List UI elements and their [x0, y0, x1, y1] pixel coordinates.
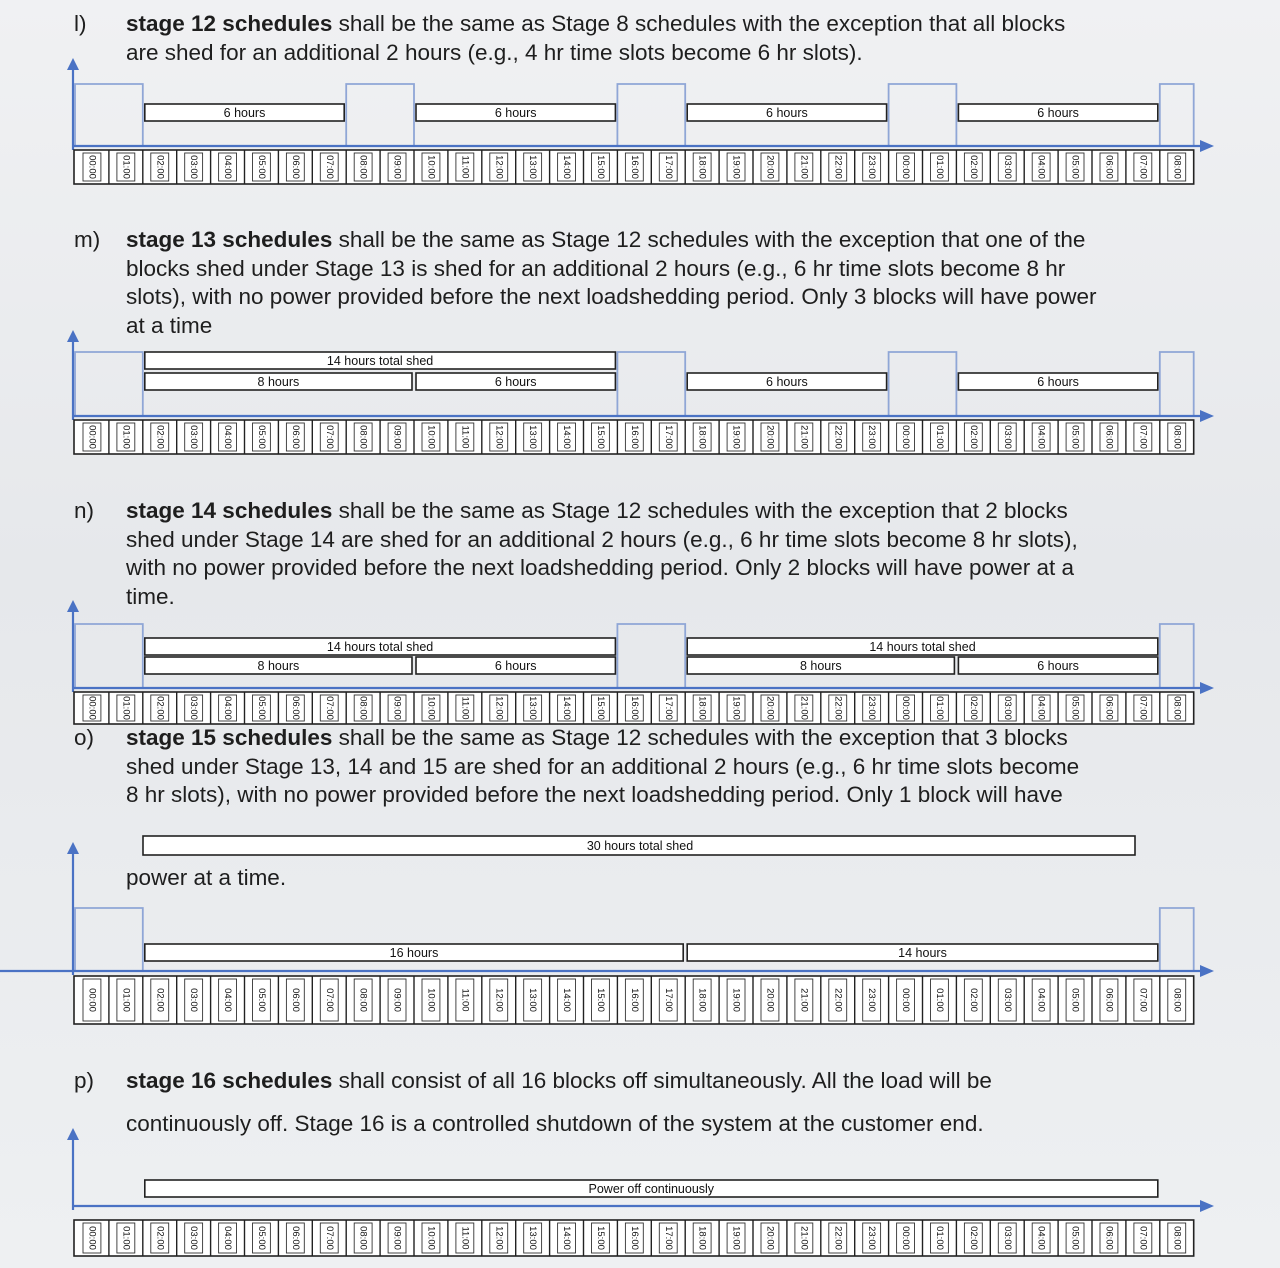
- time-slot-label: 19:00: [730, 988, 742, 1012]
- time-slot-label: 05:00: [1069, 988, 1081, 1012]
- time-slot-label: 10:00: [425, 425, 437, 449]
- time-slot-label: 16:00: [628, 988, 640, 1012]
- stage-heading: stage 16 schedules: [126, 1068, 333, 1093]
- paragraph-text: [126, 497, 1146, 611]
- time-slot-label: 02:00: [154, 155, 166, 179]
- shed-period-label: 14 hours total shed: [869, 640, 976, 654]
- time-slot-label: 04:00: [1035, 1226, 1047, 1250]
- time-slot-label: 23:00: [866, 155, 878, 179]
- paragraph-line: continuously off. Stage 16 is a controlled shutdown of the system at the customer end.: [126, 1111, 984, 1136]
- time-slot-label: 09:00: [391, 988, 403, 1012]
- time-slot-label: 08:00: [357, 696, 369, 720]
- time-slot-label: 16:00: [628, 1226, 640, 1250]
- time-slot-label: 18:00: [696, 155, 708, 179]
- time-slot-label: 06:00: [1103, 155, 1115, 179]
- time-slot-label: 20:00: [764, 696, 776, 720]
- time-slot-label: 08:00: [357, 425, 369, 449]
- time-slot-label: 06:00: [1103, 988, 1115, 1012]
- shed-period-label: 8 hours: [257, 375, 300, 389]
- time-slot-label: 04:00: [222, 425, 234, 449]
- time-slot-label: 04:00: [222, 155, 234, 179]
- shed-period-label: 6 hours: [766, 106, 808, 120]
- item-marker: o): [74, 725, 95, 750]
- paragraph-line: power at a time.: [126, 865, 287, 890]
- time-slot-label: 22:00: [832, 425, 844, 449]
- paragraph-line: 8 hr slots), with no power provided before the next loadshedding period. Only 1 block will have: [126, 782, 1063, 807]
- stage-heading: stage 12 schedules: [126, 11, 333, 36]
- time-slot-label: 21:00: [798, 988, 810, 1012]
- power-on-pulse: [75, 84, 143, 146]
- time-slot-label: 05:00: [255, 425, 267, 449]
- time-slot-label: 04:00: [222, 1226, 234, 1250]
- paragraph-line: at a time: [126, 312, 213, 338]
- item-marker: l): [74, 11, 87, 36]
- vertical-axis-arrowhead: [67, 330, 79, 342]
- time-slot-label: 08:00: [357, 988, 369, 1012]
- item-marker: m): [74, 227, 101, 252]
- shed-period-label: 16 hours: [389, 946, 439, 960]
- time-axis-arrowhead: [1200, 1200, 1214, 1212]
- time-slot-label: 22:00: [832, 988, 844, 1012]
- power-on-pulse: [1160, 84, 1194, 146]
- time-slot-label: 06:00: [289, 425, 301, 449]
- power-on-pulse: [617, 84, 685, 146]
- shed-period-label: 6 hours: [494, 375, 537, 389]
- time-slot-label: 15:00: [594, 425, 606, 449]
- paragraph-line: blocks shed under Stage 13 is shed for an additional 2 hours (e.g., 6 hr time slots become 8 hr: [126, 255, 1066, 281]
- time-slot-label: 13:00: [527, 1226, 539, 1250]
- time-slot-label: 05:00: [1069, 155, 1081, 179]
- time-slot-label: 09:00: [391, 425, 403, 449]
- time-slot-label: 12:00: [493, 1226, 505, 1250]
- time-slot-label: 09:00: [391, 696, 403, 720]
- time-slot-label: 21:00: [798, 425, 810, 449]
- time-slot-label: 12:00: [493, 155, 505, 179]
- time-slot-label: 01:00: [933, 1226, 945, 1250]
- shed-period-label: Power off continuously: [588, 1182, 715, 1196]
- paragraph-line: shall be the same as Stage 12 schedules with the exception that 3 blocks: [332, 725, 1068, 750]
- time-slot-label: 08:00: [1171, 988, 1183, 1012]
- time-slot-label: 07:00: [323, 425, 335, 449]
- vertical-axis-arrowhead: [67, 600, 79, 612]
- time-slot-label: 04:00: [1035, 155, 1047, 179]
- time-slot-label: 13:00: [527, 155, 539, 179]
- shed-period-label: 8 hours: [799, 659, 842, 673]
- time-slot-label: 11:00: [459, 696, 471, 720]
- shed-period-label: 14 hours total shed: [326, 640, 434, 654]
- time-slot-label: 00:00: [900, 988, 912, 1012]
- time-slot-label: 16:00: [628, 696, 640, 720]
- time-slot-label: 21:00: [798, 696, 810, 720]
- time-slot-label: 08:00: [1171, 696, 1183, 720]
- time-slot-label: 00:00: [900, 425, 912, 449]
- time-slot-label: 13:00: [527, 425, 539, 449]
- time-slot-label: 09:00: [391, 1226, 403, 1250]
- time-slot-label: 20:00: [764, 155, 776, 179]
- time-slot-label: 04:00: [1035, 696, 1047, 720]
- time-slot-label: 01:00: [933, 155, 945, 179]
- time-axis-arrowhead: [1200, 410, 1214, 422]
- paragraph-line: shall be the same as Stage 12 schedules with the exception that one of the: [332, 227, 1086, 252]
- time-slot-label: 22:00: [832, 1226, 844, 1250]
- power-on-pulse: [1160, 624, 1194, 688]
- paragraph-line: shall consist of all 16 blocks off simultaneously. All the load will be: [332, 1068, 992, 1093]
- time-slot-label: 14:00: [561, 696, 573, 720]
- time-slot-label: 23:00: [866, 696, 878, 720]
- power-on-pulse: [1160, 352, 1194, 416]
- time-slot-label: 07:00: [1137, 1226, 1149, 1250]
- time-slot-label: 06:00: [1103, 1226, 1115, 1250]
- shed-period-label: 6 hours: [1037, 659, 1079, 673]
- total-shed-label: 30 hours total shed: [586, 839, 694, 853]
- time-slot-label: 03:00: [188, 425, 200, 449]
- time-slot-label: 07:00: [1137, 155, 1149, 179]
- stage-heading: stage 14 schedules: [126, 498, 333, 523]
- time-slot-label: 06:00: [289, 988, 301, 1012]
- time-slot-label: 00:00: [86, 1226, 98, 1250]
- time-slot-label: 14:00: [561, 1226, 573, 1250]
- paragraph-text: [126, 226, 1146, 340]
- time-slot-label: 12:00: [493, 425, 505, 449]
- time-slot-label: 01:00: [120, 696, 132, 720]
- time-slot-label: 00:00: [86, 988, 98, 1012]
- time-slot-label: 07:00: [1137, 425, 1149, 449]
- time-slot-label: 06:00: [1103, 425, 1115, 449]
- time-slot-label: 20:00: [764, 425, 776, 449]
- paragraph-line: shed under Stage 14 are shed for an additional 2 hours (e.g., 6 hr time slots become 8 hr slots),: [126, 526, 1078, 552]
- item-marker: n): [74, 498, 95, 523]
- time-slot-label: 01:00: [933, 696, 945, 720]
- time-slot-label: 10:00: [425, 988, 437, 1012]
- time-slot-label: 02:00: [154, 425, 166, 449]
- time-slot-label: 08:00: [357, 1226, 369, 1250]
- time-slot-label: 15:00: [594, 696, 606, 720]
- time-slot-label: 19:00: [730, 425, 742, 449]
- paragraph-line: shed under Stage 13, 14 and 15 are shed for an additional 2 hours (e.g., 6 hr time slots become: [126, 753, 1080, 779]
- time-slot-label: 06:00: [289, 696, 301, 720]
- vertical-axis-arrowhead: [67, 842, 79, 854]
- time-slot-label: 03:00: [188, 696, 200, 720]
- stage-heading: stage 15 schedules: [126, 725, 333, 750]
- time-slot-label: 07:00: [1137, 988, 1149, 1012]
- time-slot-label: 04:00: [222, 696, 234, 720]
- time-slot-label: 03:00: [188, 988, 200, 1012]
- power-on-pulse: [75, 352, 143, 416]
- time-slot-label: 06:00: [289, 1226, 301, 1250]
- time-slot-label: 03:00: [188, 1226, 200, 1250]
- power-on-pulse: [346, 84, 414, 146]
- time-slot-label: 11:00: [459, 155, 471, 179]
- time-slot-label: 13:00: [527, 988, 539, 1012]
- time-slot-label: 03:00: [1001, 988, 1013, 1012]
- time-slot-label: 20:00: [764, 1226, 776, 1250]
- time-slot-label: 14:00: [561, 425, 573, 449]
- time-slot-label: 04:00: [1035, 425, 1047, 449]
- power-on-pulse: [889, 352, 957, 416]
- paragraph-line: are shed for an additional 2 hours (e.g., 4 hr time slots become 6 hr slots).: [126, 39, 863, 65]
- time-slot-label: 16:00: [628, 155, 640, 179]
- time-slot-label: 01:00: [120, 155, 132, 179]
- shed-period-label: 6 hours: [223, 106, 266, 120]
- time-slot-label: 15:00: [594, 155, 606, 179]
- time-slot-label: 15:00: [594, 1226, 606, 1250]
- time-slot-label: 22:00: [832, 155, 844, 179]
- paragraph-line: time.: [126, 583, 175, 609]
- time-slot-label: 02:00: [154, 1226, 166, 1250]
- time-slot-label: 11:00: [459, 988, 471, 1012]
- time-axis-arrowhead: [1200, 965, 1214, 977]
- time-slot-label: 00:00: [900, 155, 912, 179]
- time-slot-label: 07:00: [323, 1226, 335, 1250]
- time-slot-label: 11:00: [459, 425, 471, 449]
- time-slot-label: 18:00: [696, 696, 708, 720]
- time-slot-label: 17:00: [662, 988, 674, 1012]
- time-slot-label: 05:00: [255, 1226, 267, 1250]
- time-slot-label: 01:00: [933, 425, 945, 449]
- power-on-pulse: [75, 624, 143, 688]
- time-slot-label: 02:00: [154, 696, 166, 720]
- time-slot-label: 14:00: [561, 988, 573, 1012]
- time-slot-label: 08:00: [1171, 155, 1183, 179]
- time-slot-label: 21:00: [798, 155, 810, 179]
- time-slot-label: 06:00: [1103, 696, 1115, 720]
- paragraph-line: with no power provided before the next loadshedding period. Only 2 blocks will have power at a: [126, 555, 1075, 580]
- time-slot-label: 02:00: [967, 696, 979, 720]
- time-axis-arrowhead: [1200, 682, 1214, 694]
- time-slot-label: 02:00: [967, 425, 979, 449]
- time-slot-label: 05:00: [1069, 696, 1081, 720]
- time-slot-label: 07:00: [323, 696, 335, 720]
- time-slot-label: 08:00: [1171, 1226, 1183, 1250]
- time-slot-label: 01:00: [933, 988, 945, 1012]
- time-slot-label: 19:00: [730, 155, 742, 179]
- time-slot-label: 04:00: [222, 988, 234, 1012]
- time-slot-label: 03:00: [188, 155, 200, 179]
- shed-period-label: 6 hours: [1037, 375, 1079, 389]
- vertical-axis-arrowhead: [67, 58, 79, 70]
- time-slot-label: 10:00: [425, 155, 437, 179]
- stage-14-timeline-diagram: [0, 598, 1280, 726]
- time-slot-label: 10:00: [425, 1226, 437, 1250]
- time-slot-label: 23:00: [866, 988, 878, 1012]
- shed-period-label: 14 hours: [898, 946, 947, 960]
- time-slot-label: 02:00: [967, 1226, 979, 1250]
- stage-13-timeline-diagram: [0, 328, 1280, 458]
- time-slot-label: 02:00: [154, 988, 166, 1012]
- time-slot-label: 05:00: [255, 155, 267, 179]
- shed-period-label: 6 hours: [766, 375, 808, 389]
- time-slot-label: 17:00: [662, 155, 674, 179]
- time-slot-label: 18:00: [696, 1226, 708, 1250]
- time-slot-label: 05:00: [1069, 1226, 1081, 1250]
- time-slot-label: 01:00: [120, 425, 132, 449]
- time-slot-label: 18:00: [696, 988, 708, 1012]
- time-slot-label: 17:00: [662, 696, 674, 720]
- time-slot-label: 00:00: [86, 155, 98, 179]
- time-slot-label: 16:00: [628, 425, 640, 449]
- time-slot-label: 00:00: [86, 696, 98, 720]
- time-slot-label: 07:00: [323, 988, 335, 1012]
- time-slot-label: 13:00: [527, 696, 539, 720]
- vertical-axis-arrowhead: [67, 1128, 79, 1140]
- time-slot-label: 10:00: [425, 696, 437, 720]
- paragraph-line: shall be the same as Stage 12 schedules with the exception that 2 blocks: [332, 498, 1068, 523]
- time-slot-label: 17:00: [662, 425, 674, 449]
- time-slot-label: 01:00: [120, 988, 132, 1012]
- time-slot-label: 19:00: [730, 696, 742, 720]
- time-slot-label: 18:00: [696, 425, 708, 449]
- time-slot-label: 14:00: [561, 155, 573, 179]
- time-slot-label: 06:00: [289, 155, 301, 179]
- time-slot-label: 01:00: [120, 1226, 132, 1250]
- time-slot-label: 03:00: [1001, 696, 1013, 720]
- power-on-pulse: [617, 352, 685, 416]
- time-slot-label: 07:00: [1137, 696, 1149, 720]
- paragraph-text: [126, 724, 1146, 810]
- stage-heading: stage 13 schedules: [126, 227, 333, 252]
- time-slot-label: 22:00: [832, 696, 844, 720]
- time-slot-label: 08:00: [357, 155, 369, 179]
- time-slot-label: 08:00: [1171, 425, 1183, 449]
- time-slot-label: 04:00: [1035, 988, 1047, 1012]
- paragraph-line: shall be the same as Stage 8 schedules with the exception that all blocks: [332, 11, 1066, 36]
- time-slot-label: 05:00: [255, 696, 267, 720]
- stage-16-timeline-diagram: [0, 1124, 1280, 1268]
- time-slot-label: 05:00: [255, 988, 267, 1012]
- stage-15-timeline-diagram: [0, 828, 1280, 1028]
- shed-period-label: 8 hours: [257, 659, 300, 673]
- time-slot-label: 15:00: [594, 988, 606, 1012]
- time-slot-label: 20:00: [764, 988, 776, 1012]
- time-slot-label: 03:00: [1001, 425, 1013, 449]
- paragraph-line: slots), with no power provided before the next loadshedding period. Only 3 blocks will have power: [126, 284, 1097, 309]
- shed-period-label: 6 hours: [1037, 106, 1079, 120]
- time-slot-label: 07:00: [323, 155, 335, 179]
- time-slot-label: 19:00: [730, 1226, 742, 1250]
- stage-12-timeline-diagram: [0, 58, 1280, 188]
- shed-period-label: 6 hours: [494, 659, 537, 673]
- time-slot-label: 03:00: [1001, 155, 1013, 179]
- time-slot-label: 12:00: [493, 988, 505, 1012]
- power-on-pulse: [75, 908, 143, 971]
- time-slot-label: 12:00: [493, 696, 505, 720]
- time-slot-label: 23:00: [866, 1226, 878, 1250]
- time-slot-label: 23:00: [866, 425, 878, 449]
- time-slot-label: 21:00: [798, 1226, 810, 1250]
- power-on-pulse: [1160, 908, 1194, 971]
- time-slot-label: 00:00: [86, 425, 98, 449]
- time-slot-label: 03:00: [1001, 1226, 1013, 1250]
- power-on-pulse: [889, 84, 957, 146]
- item-marker: p): [74, 1068, 95, 1093]
- power-on-pulse: [617, 624, 685, 688]
- shed-period-label: 6 hours: [494, 106, 537, 120]
- shed-period-label: 14 hours total shed: [326, 354, 434, 368]
- time-slot-label: 02:00: [967, 988, 979, 1012]
- time-axis-arrowhead: [1200, 140, 1214, 152]
- time-slot-label: 05:00: [1069, 425, 1081, 449]
- time-slot-label: 00:00: [900, 696, 912, 720]
- time-slot-label: 00:00: [900, 1226, 912, 1250]
- time-slot-label: 17:00: [662, 1226, 674, 1250]
- time-slot-label: 02:00: [967, 155, 979, 179]
- time-slot-label: 11:00: [459, 1226, 471, 1250]
- time-slot-label: 09:00: [391, 155, 403, 179]
